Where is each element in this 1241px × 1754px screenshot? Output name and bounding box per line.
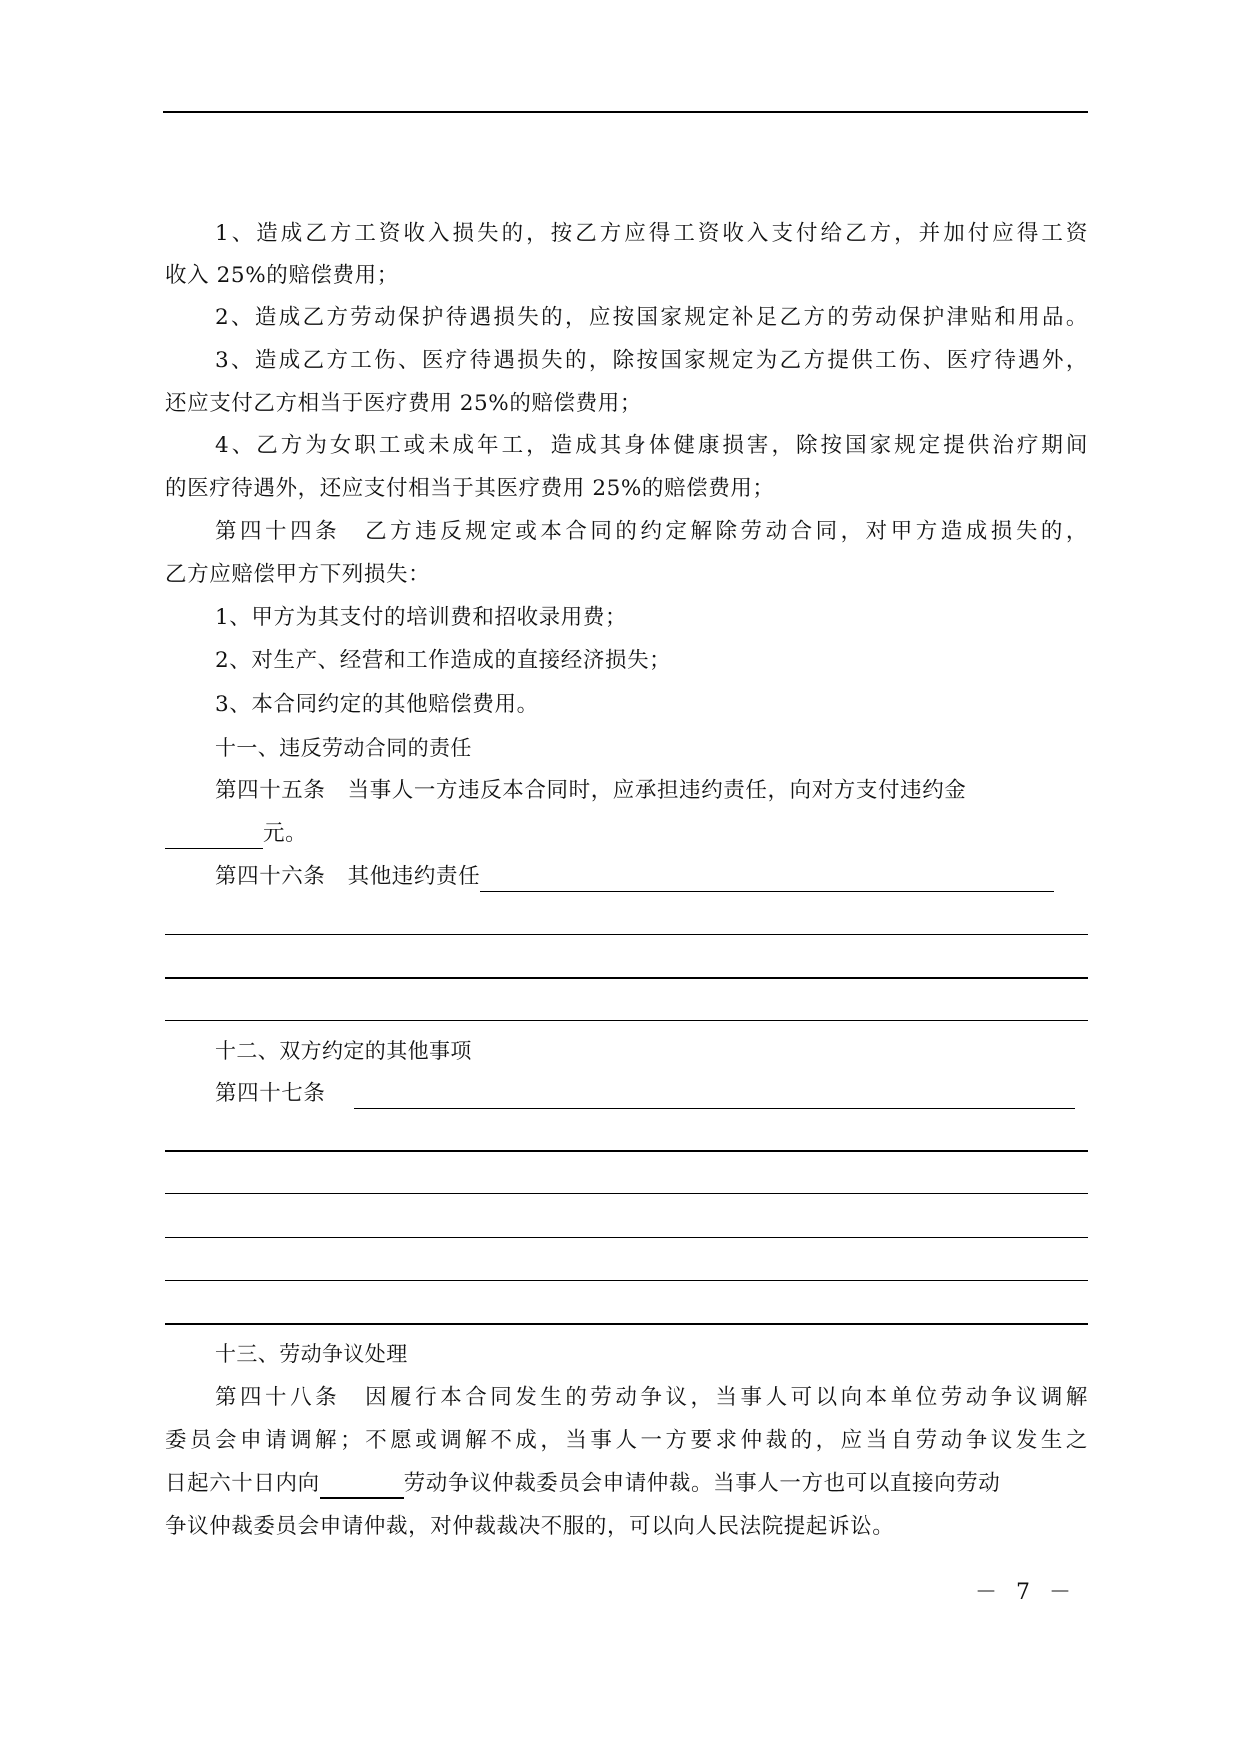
section-13-heading: 十三、劳动争议处理	[215, 1342, 408, 1366]
article-47-fill-line-4[interactable]	[165, 1280, 1088, 1281]
article-47-label: 第四十七条	[215, 1081, 326, 1106]
article-48-line-1: 第四十八条 因履行本合同发生的劳动争议，当事人可以向本单位劳动争议调解	[215, 1385, 1088, 1410]
article-47-fill-line-5[interactable]	[165, 1323, 1088, 1325]
clause-43-item-2: 2、造成乙方劳动保护待遇损失的，应按国家规定补足乙方的劳动保护津贴和用品。	[215, 305, 1088, 330]
article-48-line-4: 争议仲裁委员会申请仲裁，对仲裁裁决不服的，可以向人民法院提起诉讼。	[165, 1514, 895, 1539]
article-44-item-1: 1、甲方为其支付的培训费和招收录用费；	[215, 605, 628, 630]
article-47-line	[165, 1079, 1088, 1109]
article-47-fill-blank[interactable]	[354, 1086, 1075, 1109]
article-44-item-2: 2、对生产、经营和工作造成的直接经济损失；	[215, 648, 672, 673]
article-47-fill-line-3[interactable]	[165, 1237, 1088, 1238]
article-48-line-3-suffix: 劳动争议仲裁委员会申请仲裁。当事人一方也可以直接向劳动	[403, 1471, 1001, 1496]
article-48-line-2: 委员会申请调解；不愿或调解不成，当事人一方要求仲裁的，应当自劳动争议发生之	[165, 1428, 1088, 1453]
clause-43-item-4-line-2: 的医疗待遇外，还应支付相当于其医疗费用 25%的赔偿费用；	[165, 476, 775, 501]
article-47-fill-line-1[interactable]	[165, 1150, 1088, 1152]
section-12-heading: 十二、双方约定的其他事项	[215, 1039, 472, 1063]
article-48-line-3	[165, 1469, 1088, 1499]
penalty-unit: 元。	[263, 821, 308, 846]
article-44-item-3: 3、本合同约定的其他赔偿费用。	[215, 692, 539, 717]
article-46-fill-line-2[interactable]	[165, 977, 1088, 979]
arbitration-committee-blank[interactable]	[320, 1475, 404, 1499]
article-45-line-1: 第四十五条 当事人一方违反本合同时，应承担违约责任，向对方支付违约金	[215, 778, 967, 803]
article-47-fill-line-2[interactable]	[165, 1193, 1088, 1194]
article-44-line-2: 乙方应赔偿甲方下列损失：	[165, 562, 431, 587]
article-46-fill-line-1[interactable]	[165, 934, 1088, 935]
page-number: － 7 －	[975, 1580, 1077, 1605]
article-44-line-1: 第四十四条 乙方违反规定或本合同的约定解除劳动合同，对甲方造成损失的，	[215, 519, 1088, 544]
clause-43-item-4-line-1: 4、乙方为女职工或未成年工，造成其身体健康损害，除按国家规定提供治疗期间	[215, 433, 1088, 458]
header-rule	[163, 111, 1088, 113]
clause-43-item-1-line-1: 1、造成乙方工资收入损失的，按乙方应得工资收入支付给乙方，并加付应得工资	[215, 221, 1088, 246]
clause-43-item-3-line-2: 还应支付乙方相当于医疗费用 25%的赔偿费用；	[165, 391, 642, 416]
article-48-line-3-prefix: 日起六十日内向	[165, 1471, 320, 1496]
article-46-fill-line-3[interactable]	[165, 1020, 1088, 1021]
article-46-label: 第四十六条 其他违约责任	[215, 864, 481, 889]
article-45-line-2	[165, 819, 1088, 849]
clause-43-item-3-line-1: 3、造成乙方工伤、医疗待遇损失的，除按国家规定为乙方提供工伤、医疗待遇外，	[215, 348, 1088, 373]
clause-43-item-1-line-2: 收入 25%的赔偿费用；	[165, 263, 399, 288]
penalty-amount-blank[interactable]	[165, 826, 263, 849]
article-46-fill-blank[interactable]	[480, 869, 1054, 892]
article-46-line	[165, 862, 1088, 892]
section-11-heading: 十一、违反劳动合同的责任	[215, 736, 472, 760]
